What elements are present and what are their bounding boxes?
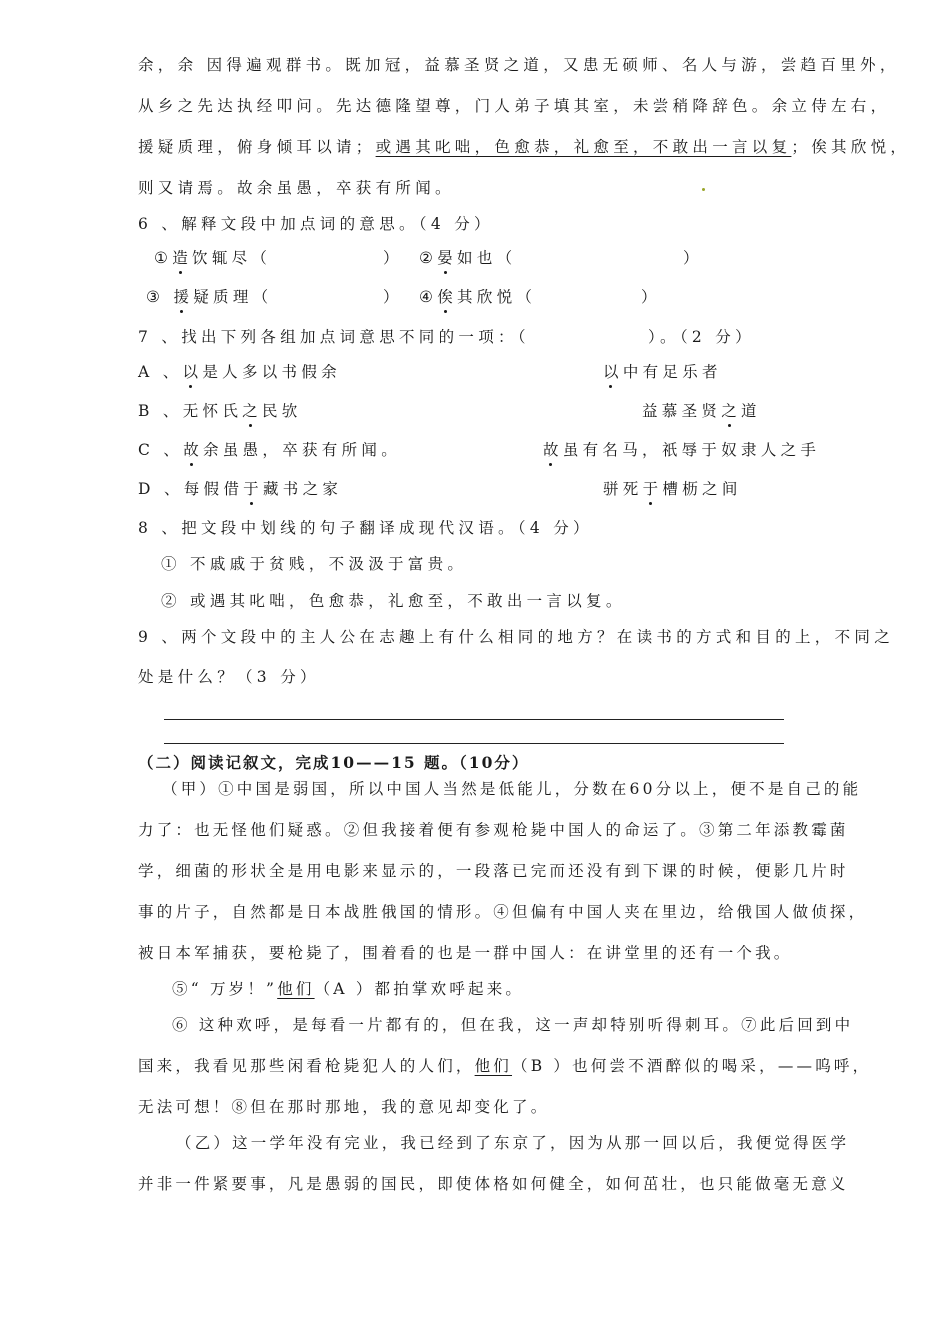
q7-option-d: D 、每假借于藏书之家 [138, 480, 343, 498]
dotted-word: 于 [243, 480, 263, 498]
passage-line: 则又请焉。故余虽愚，卒获有所闻。 [138, 179, 455, 197]
section-heading: （二）阅读记叙文，完成10——15 题。（10分） [138, 753, 530, 772]
passage-line: 力了：也无怪他们疑惑。②但我接着便有参观枪毙中国人的命运了。③第二年添教霉菌 [138, 821, 849, 839]
answer-line[interactable] [164, 719, 784, 720]
q8-item-1: ① 不戚戚于贫贱，不汲汲于富贵。 [161, 555, 468, 573]
dotted-word: 援 [173, 288, 194, 306]
dotted-word: 晏 [437, 249, 458, 267]
answer-line[interactable] [164, 743, 784, 744]
question-9-stem: 9 、两个文段中的主人公在志趣上有什么相同的地方？在读书的方式和目的上，不同之 [138, 628, 894, 646]
underlined-word-a: 他们 [277, 980, 315, 998]
passage-line: （乙）这一学年没有完业，我已经到了东京了，因为从那一回以后，我便觉得医学 [176, 1134, 850, 1152]
passage-line: 学，细菌的形状全是用电影来显示的，一段落已完而还没有到下课的时候，便影几片时 [138, 862, 849, 880]
passage-line: ⑥ 这种欢呼，是每看一片都有的，但在我，这一声却特别听得刺耳。⑦此后回到中 [172, 1016, 854, 1034]
passage-line: ⑤“ 万岁！”他们（A ）都拍掌欢呼起来。 [172, 980, 525, 998]
q7-option-a: A 、以是人多以书假余 [138, 363, 341, 381]
q7-option-d-compare: 骈死于槽枥之间 [603, 480, 742, 498]
passage-line: 国来，我看见那些闲看枪毙犯人的人们，他们（B ）也何尝不酒醉似的喝采，——呜呼， [138, 1057, 872, 1075]
q7-option-c-compare: 故虽有名马，祇辱于奴隶人之手 [543, 441, 821, 459]
passage-line: 事的片子，自然都是日本战胜俄国的情形。④但偏有中国人夹在里边，给俄国人做侦探， [138, 903, 868, 921]
q6-item-1: ①造饮辄尽（ ） [154, 249, 403, 267]
scan-speck [702, 188, 705, 191]
dotted-word: 俟 [437, 288, 458, 306]
dotted-word: 以 [603, 363, 623, 381]
q7-option-c: C 、故余虽愚，卒获有所闻。 [138, 441, 402, 459]
q6-item-3: ③ 援疑质理（ ） [146, 288, 403, 306]
passage-line: 被日本军捕获，要枪毙了，围着看的也是一群中国人：在讲堂里的还有一个我。 [138, 944, 793, 962]
passage-line: 余，余 因得遍观群书。既加冠，益慕圣贤之道，又患无硕师、名人与游，尝趋百里外， [138, 56, 900, 74]
q8-item-2: ② 或遇其叱咄，色愈恭，礼愈至，不敢出一言以复。 [161, 592, 626, 610]
passage-line: 从乡之先达执经叩问。先达德隆望尊，门人弟子填其室，未尝稍降辞色。余立侍左右， [138, 97, 891, 115]
passage-text: ；俟其欣悦， [791, 138, 911, 156]
q7-option-b-compare: 益慕圣贤之道 [642, 402, 761, 420]
question-9-stem-cont: 处是什么？（3 分） [138, 668, 320, 686]
dotted-word: 造 [172, 249, 193, 267]
q7-option-a-compare: 以中有足乐者 [603, 363, 722, 381]
passage-line [138, 136, 910, 158]
dotted-word: 之 [242, 402, 262, 420]
q6-item-2: ②晏如也（ ） [419, 249, 703, 267]
dotted-word: 故 [543, 441, 563, 459]
question-8-stem: 8 、把文段中划线的句子翻译成现代汉语。（4 分） [138, 519, 593, 537]
question-6-stem: 6 、解释文段中加点词的意思。（4 分） [138, 215, 494, 233]
passage-line: 无法可想！⑧但在那时那地，我的意见却变化了。 [138, 1098, 550, 1116]
underlined-word-b: 他们 [474, 1057, 513, 1075]
q6-item-4: ④俟其欣悦（ ） [419, 288, 661, 306]
passage-text: 援疑质理，俯身倾耳以请； [138, 138, 376, 156]
dotted-word: 于 [642, 480, 663, 498]
question-7-stem: 7 、找出下列各组加点词意思不同的一项：（ ）。（2 分） [138, 328, 755, 346]
q7-option-b: B 、无怀氏之民欤 [138, 402, 302, 420]
passage-line: 并非一件紧要事，凡是愚弱的国民，即使体格如何健全，如何茁壮，也只能做毫无意义 [138, 1175, 849, 1193]
dotted-word: 以 [182, 363, 203, 381]
underlined-sentence: 或遇其叱咄，色愈恭，礼愈至，不敢出一言以复 [375, 138, 792, 156]
dotted-word: 故 [183, 441, 203, 459]
passage-line: （甲）①中国是弱国，所以中国人当然是低能儿，分数在60分以上，便不是自己的能 [162, 780, 862, 798]
dotted-word: 之 [721, 402, 742, 420]
